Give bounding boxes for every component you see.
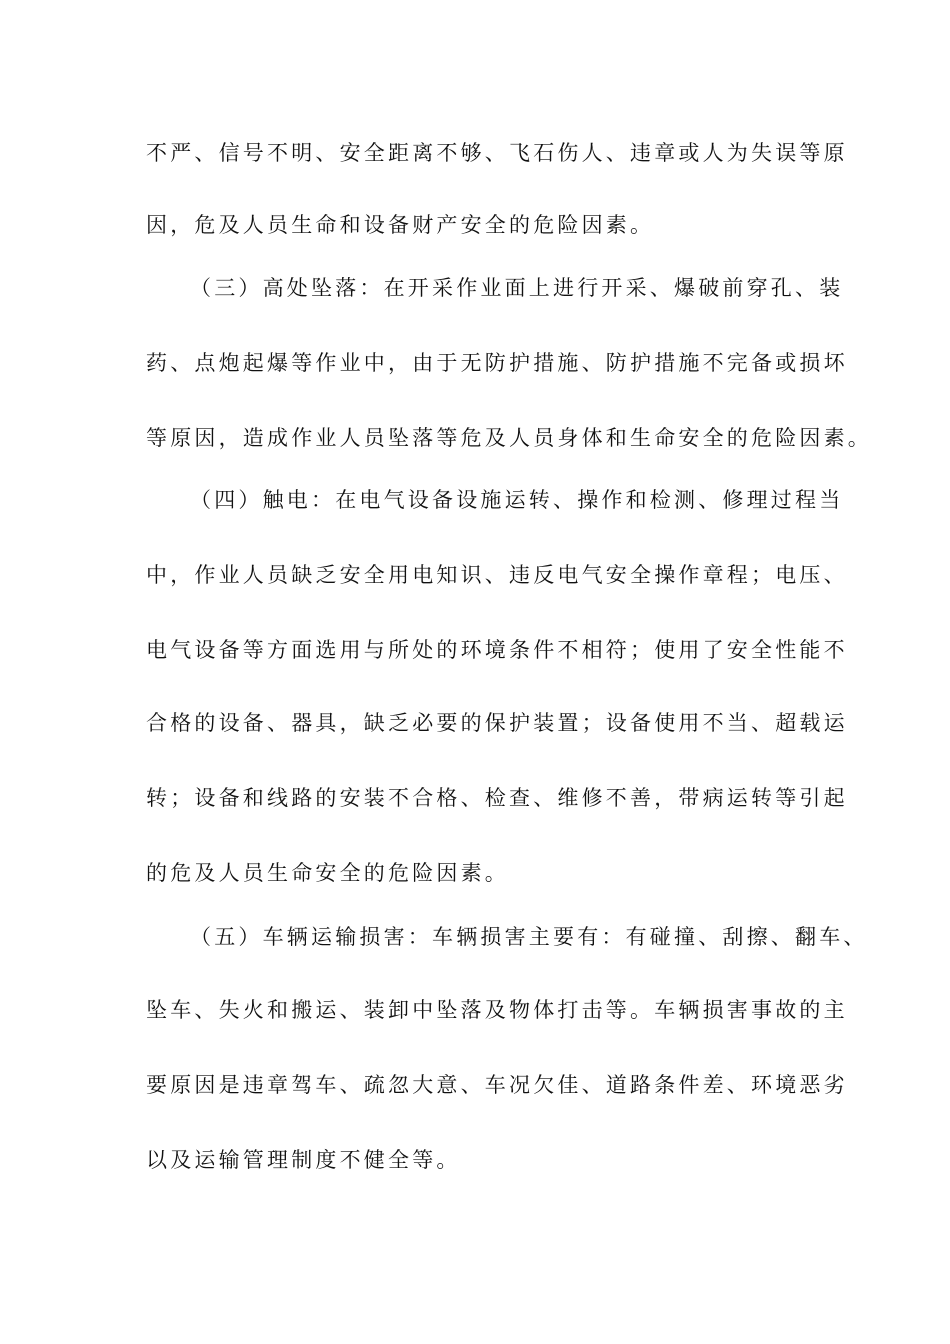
text-line: 坠车、失火和搬运、装卸中坠落及物体打击等。车辆损害事故的主 bbox=[146, 998, 848, 1022]
text-line: 电气设备等方面选用与所处的环境条件不相符；使用了安全性能不 bbox=[146, 638, 848, 662]
text-line: 要原因是违章驾车、疏忽大意、车况欠佳、道路条件差、环境恶劣 bbox=[146, 1073, 848, 1097]
text-line: 不严、信号不明、安全距离不够、飞石伤人、违章或人为失误等原 bbox=[146, 141, 848, 165]
text-line: 的危及人员生命安全的危险因素。 bbox=[146, 861, 509, 885]
section-heading-line: （四）触电：在电气设备设施运转、操作和检测、修理过程当 bbox=[190, 488, 844, 512]
text-line: 转；设备和线路的安装不合格、检查、维修不善，带病运转等引起 bbox=[146, 786, 848, 810]
text-line: 合格的设备、器具，缺乏必要的保护装置；设备使用不当、超载运 bbox=[146, 711, 848, 735]
text-line: 药、点炮起爆等作业中，由于无防护措施、防护措施不完备或损坏 bbox=[146, 351, 848, 375]
section-heading-line: （三）高处坠落：在开采作业面上进行开采、爆破前穿孔、装 bbox=[190, 276, 844, 300]
text-line: 等原因，造成作业人员坠落等危及人员身体和生命安全的危险因素。 bbox=[146, 426, 872, 450]
text-line: 以及运输管理制度不健全等。 bbox=[146, 1148, 461, 1172]
section-heading-line: （五）车辆运输损害：车辆损害主要有：有碰撞、刮擦、翻车、 bbox=[190, 925, 868, 949]
text-line: 中，作业人员缺乏安全用电知识、违反电气安全操作章程；电压、 bbox=[146, 563, 848, 587]
text-line: 因，危及人员生命和设备财产安全的危险因素。 bbox=[146, 213, 655, 237]
